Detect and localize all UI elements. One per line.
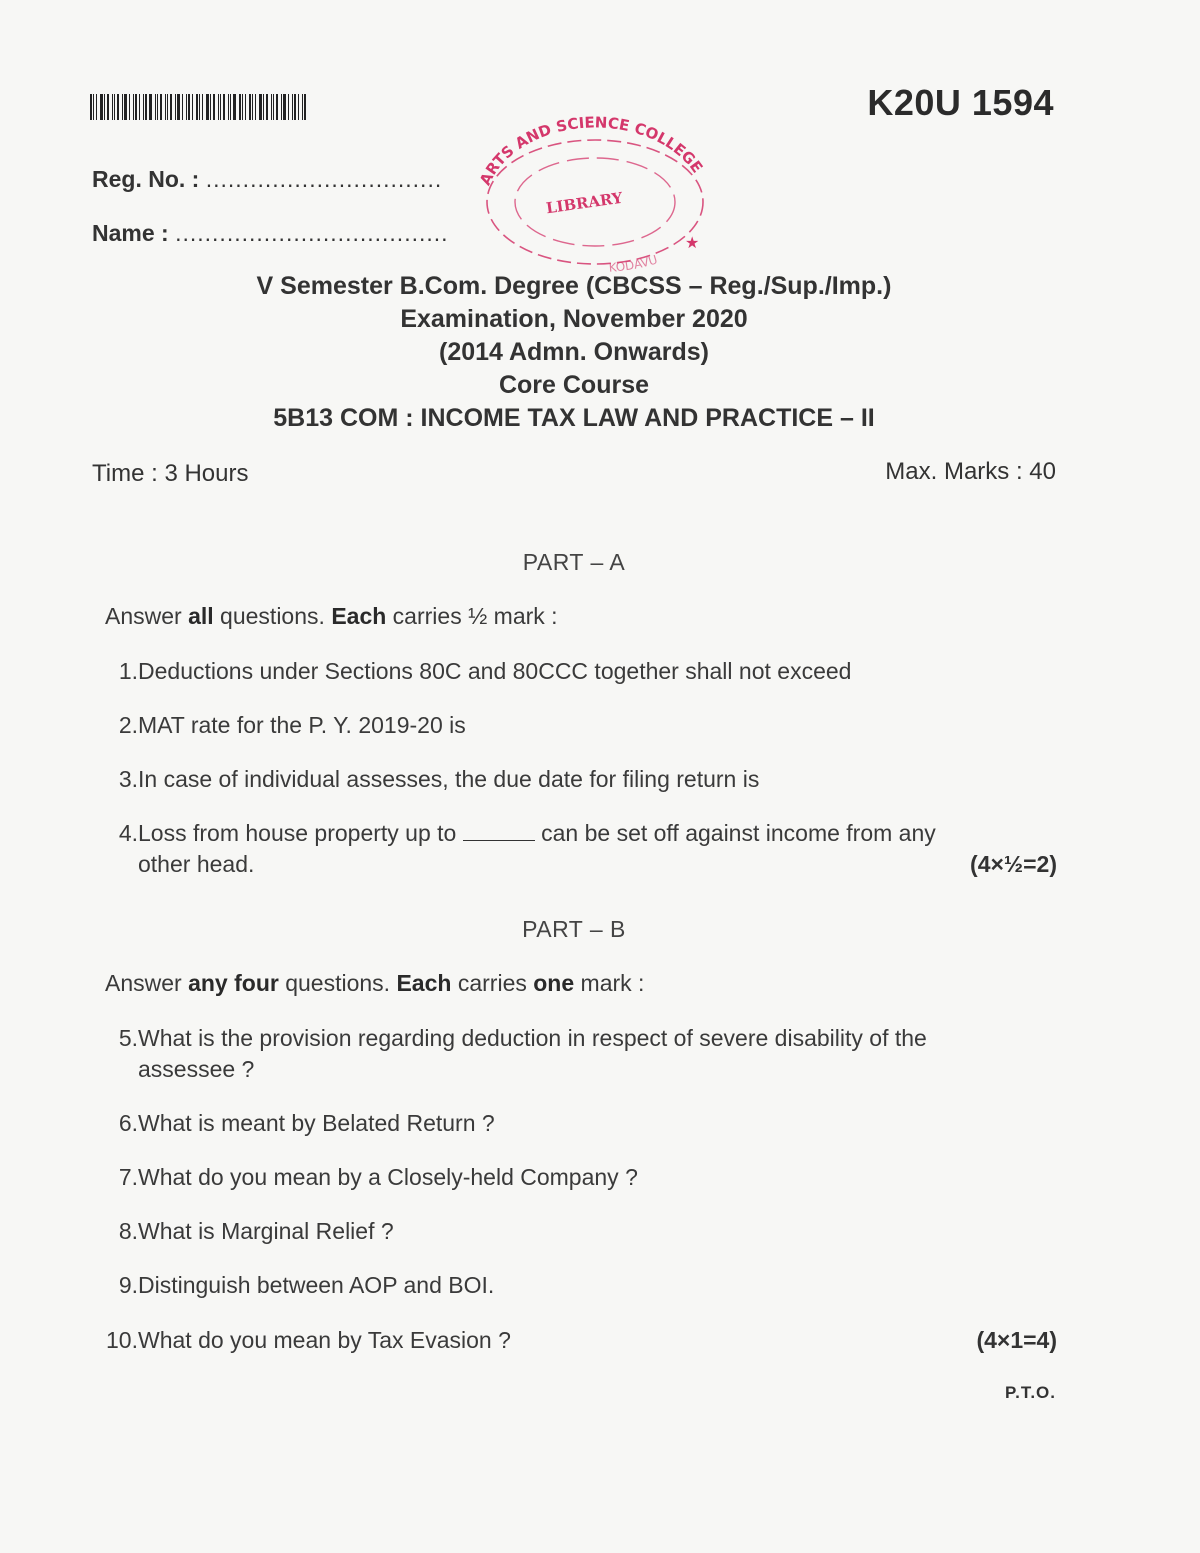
question-text-part: can be set off against income from any xyxy=(541,820,936,846)
instr-text: Answer xyxy=(105,970,189,996)
barcode-bar xyxy=(107,94,109,120)
barcode-bar xyxy=(271,94,272,120)
header-line-2: Examination, November 2020 xyxy=(400,305,748,333)
barcode-bar xyxy=(263,94,264,120)
barcode-bar xyxy=(252,94,253,120)
question-6 xyxy=(92,1108,1057,1139)
barcode-bar xyxy=(273,94,274,120)
question-8 xyxy=(92,1216,1057,1247)
name-dots: ..................................... xyxy=(175,220,449,246)
instr-bold: Each xyxy=(396,970,452,996)
barcode-bar xyxy=(213,94,215,120)
question-2 xyxy=(92,710,1057,741)
barcode-bar xyxy=(104,94,105,120)
question-text-part: other head. xyxy=(138,851,255,877)
barcode-bar xyxy=(276,94,278,120)
barcode-bar xyxy=(100,94,103,120)
question-text-part: assessee ? xyxy=(138,1056,255,1082)
barcode-bar xyxy=(249,94,251,120)
question-7 xyxy=(92,1162,1057,1193)
barcode-bar xyxy=(177,94,180,120)
instr-bold: Each xyxy=(331,603,387,629)
pto-label: P.T.O. xyxy=(1004,1383,1056,1402)
instr-bold: one xyxy=(533,970,575,996)
barcode-bar xyxy=(160,94,162,120)
stamp-top-text: ARTS AND SCIENCE COLLEGE xyxy=(475,113,707,189)
barcode-bar xyxy=(112,94,113,120)
reg-no-label: Reg. No. : xyxy=(92,166,200,192)
question-number: 4. xyxy=(118,820,138,846)
barcode-bar xyxy=(220,94,221,120)
header-line-1: V Semester B.Com. Degree (CBCSS – Reg./Sup./Imp.) xyxy=(256,272,892,300)
barcode-bar xyxy=(245,94,246,120)
part-a-instructions xyxy=(105,603,558,630)
question-9 xyxy=(92,1270,1057,1301)
barcode-bar xyxy=(288,94,289,120)
barcode xyxy=(90,94,312,120)
barcode-bar xyxy=(93,94,94,120)
barcode-bar xyxy=(90,94,92,120)
barcode-bar xyxy=(155,94,156,120)
barcode-bar xyxy=(96,94,97,120)
question-number: 5. xyxy=(118,1025,138,1051)
barcode-bar xyxy=(135,94,137,120)
barcode-bar xyxy=(143,94,144,120)
question-text: What is meant by Belated Return ? xyxy=(138,1110,495,1136)
header-line-4: Core Course xyxy=(498,371,650,399)
barcode-bar xyxy=(182,94,183,120)
time-allowed: Time : 3 Hours xyxy=(92,460,249,487)
question-10 xyxy=(92,1325,1057,1356)
barcode-bar xyxy=(145,94,147,120)
question-number: 7. xyxy=(118,1164,138,1190)
library-stamp xyxy=(455,110,735,285)
question-number: 10. xyxy=(106,1327,138,1353)
stamp-bottom-text: KODAVU xyxy=(608,252,660,275)
question-3 xyxy=(92,764,1057,795)
answer-blank xyxy=(463,822,535,841)
instr-text: carries ½ mark : xyxy=(386,603,558,629)
question-text: What is Marginal Relief ? xyxy=(138,1218,394,1244)
barcode-bar xyxy=(259,94,262,120)
course-title: 5B13 COM : INCOME TAX LAW AND PRACTICE – II xyxy=(273,404,875,432)
barcode-bar xyxy=(230,94,231,120)
barcode-bar xyxy=(281,94,282,120)
barcode-bar xyxy=(188,94,190,120)
barcode-bar xyxy=(294,94,296,120)
instr-text: Answer xyxy=(105,603,189,629)
part-b-marks: (4×1=4) xyxy=(976,1327,1057,1353)
question-number: 2. xyxy=(118,712,138,738)
barcode-bar xyxy=(223,94,225,120)
name-label: Name : xyxy=(92,220,169,246)
barcode-bar xyxy=(228,94,229,120)
question-text xyxy=(138,818,1056,880)
barcode-bar xyxy=(114,94,115,120)
instr-bold: any four xyxy=(188,970,279,996)
question-number: 8. xyxy=(118,1218,138,1244)
barcode-bar xyxy=(122,94,123,120)
barcode-bar xyxy=(129,94,130,120)
question-number: 3. xyxy=(118,766,138,792)
barcode-bar xyxy=(192,94,193,120)
barcode-bar xyxy=(255,94,256,120)
instr-bold: all xyxy=(188,603,214,629)
barcode-bar xyxy=(186,94,187,120)
reg-no-dots: ................................ xyxy=(205,166,443,192)
barcode-bar xyxy=(304,94,306,120)
question-text: Distinguish between AOP and BOI. xyxy=(138,1272,495,1298)
stamp-center-text: LIBRARY xyxy=(544,188,624,218)
barcode-bar xyxy=(283,94,286,120)
question-4 xyxy=(92,818,1057,880)
instr-text: mark : xyxy=(574,970,645,996)
barcode-bar xyxy=(124,94,127,120)
reg-no-field xyxy=(92,166,442,193)
barcode-bar xyxy=(139,94,140,120)
question-text: Deductions under Sections 80C and 80CCC together shall not exceed xyxy=(138,658,852,684)
barcode-bar xyxy=(117,94,119,120)
part-a-title: PART – A xyxy=(522,549,626,575)
barcode-bar xyxy=(218,94,219,120)
question-text: What do you mean by Tax Evasion ? xyxy=(138,1327,511,1353)
barcode-bar xyxy=(157,94,158,120)
barcode-bar xyxy=(202,94,203,120)
question-text: What do you mean by a Closely-held Company ? xyxy=(138,1164,638,1190)
question-5 xyxy=(92,1023,1057,1085)
paper-code: K20U 1594 xyxy=(867,82,1054,123)
barcode-bar xyxy=(298,94,299,120)
question-text: MAT rate for the P. Y. 2019-20 is xyxy=(138,712,466,738)
barcode-bar xyxy=(242,94,243,120)
max-marks: Max. Marks : 40 xyxy=(885,458,1056,485)
name-field xyxy=(92,220,449,247)
barcode-bar xyxy=(292,94,293,120)
barcode-bar xyxy=(210,94,211,120)
barcode-bar xyxy=(196,94,198,120)
question-number: 1. xyxy=(118,658,138,684)
stamp-star-icon: ★ xyxy=(685,235,700,252)
header-line-3: (2014 Admn. Onwards) xyxy=(439,338,709,366)
barcode-bar xyxy=(266,94,268,120)
part-b-title: PART – B xyxy=(522,916,626,942)
part-a-marks: (4×½=2) xyxy=(970,851,1057,877)
barcode-bar xyxy=(170,94,172,120)
barcode-bar xyxy=(302,94,303,120)
question-number: 9. xyxy=(118,1272,138,1298)
barcode-bar xyxy=(239,94,241,120)
barcode-bar xyxy=(175,94,176,120)
instr-text: questions. xyxy=(213,603,332,629)
instr-text: carries xyxy=(451,970,534,996)
question-text-part: Loss from house property up to xyxy=(138,820,457,846)
question-text-part: What is the provision regarding deduction in respect of severe disability of the xyxy=(138,1025,927,1051)
instr-text: questions. xyxy=(278,970,397,996)
barcode-bar xyxy=(199,94,200,120)
part-b-instructions xyxy=(105,970,644,997)
barcode-bar xyxy=(167,94,168,120)
question-text xyxy=(138,1023,1056,1085)
barcode-bar xyxy=(165,94,166,120)
barcode-bar xyxy=(206,94,209,120)
barcode-bar xyxy=(133,94,134,120)
barcode-bar xyxy=(149,94,152,120)
question-text: In case of individual assesses, the due date for filing return is xyxy=(138,766,760,792)
question-1 xyxy=(92,656,1057,687)
question-number: 6. xyxy=(118,1110,138,1136)
barcode-bar xyxy=(233,94,236,120)
